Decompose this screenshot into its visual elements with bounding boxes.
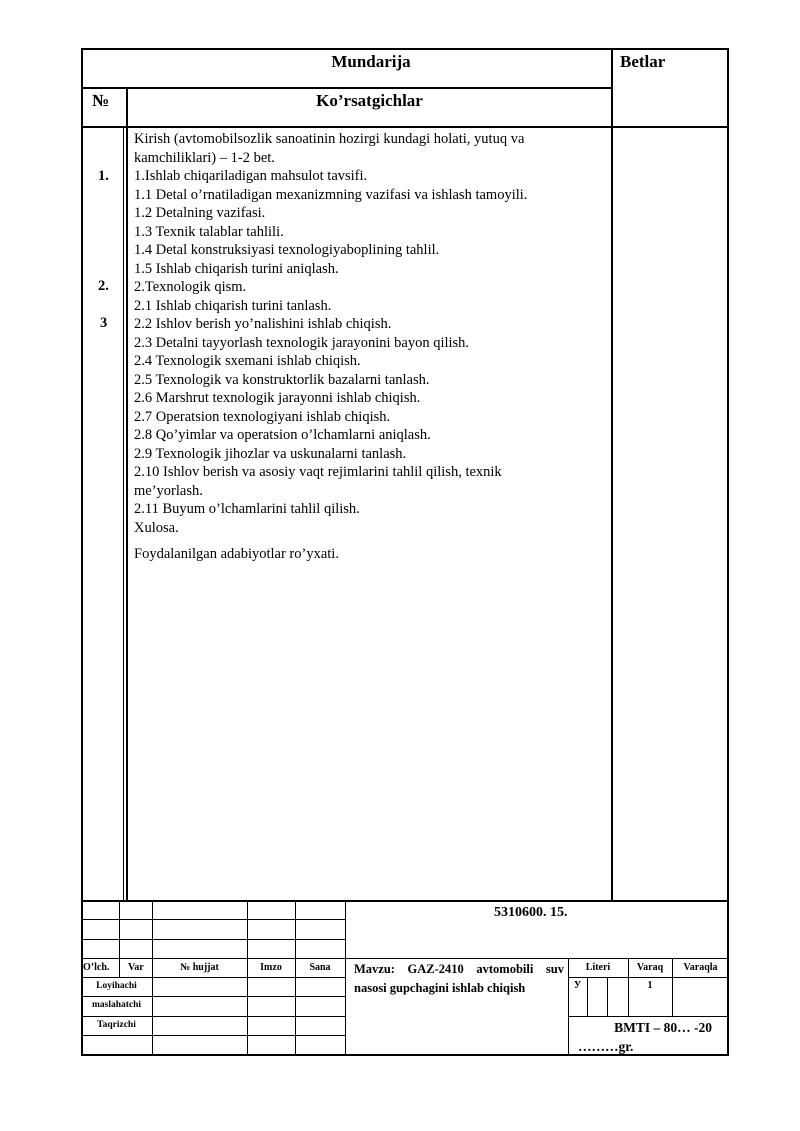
stamp-top-line	[81, 900, 729, 902]
toc-entry: 1.1 Detal o’rnatiladigan mexanizmning vazifasi va ishlash tamoyili.	[134, 186, 528, 203]
col-hujjat: № hujjat	[180, 962, 219, 973]
toc-entry: 2.5 Texnologik va konstruktorlik bazalarni tanlash.	[134, 371, 430, 388]
role-taqrizchi: Taqrizchi	[97, 1020, 136, 1030]
stamp-h-line	[81, 919, 346, 920]
section-number-3: 3	[100, 315, 108, 331]
literi-value: У	[573, 980, 582, 991]
toc-entry: Xulosa.	[134, 519, 179, 536]
toc-entry: 2.10 Ishlov berish va asosiy vaqt rejimlarini tahlil qilish, texnik	[134, 464, 502, 480]
toc-entry: 1.4 Detal konstruksiyasi texnologiyaboplining tahlil.	[134, 242, 440, 258]
pages-header: Betlar	[620, 52, 666, 71]
border-right	[727, 48, 729, 1056]
stamp-v-line	[152, 901, 153, 1055]
number-column-inner-line	[123, 128, 124, 902]
stamp-h-line	[81, 1035, 346, 1036]
col-sana: Sana	[309, 962, 331, 973]
varaqla-label: Varaqla	[683, 962, 718, 973]
toc-entries	[134, 130, 527, 537]
references-entry: Foydalanilgan adabiyotlar ro’yxati.	[134, 546, 339, 562]
toc-entry: 2.7 Operatsion texnologiyani ishlab chiqish.	[134, 408, 391, 425]
varaq-label: Varaq	[636, 962, 664, 973]
stamp-h-line	[81, 977, 346, 978]
number-header: №	[92, 91, 110, 110]
stamp-h-line	[81, 958, 346, 959]
toc-entry: Kirish (avtomobilsozlik sanoatinin hozirgi kundagi holati, yutuq va	[134, 131, 525, 147]
pages-column-divider	[611, 48, 613, 902]
role-maslahatchi: maslahatchi	[91, 1000, 142, 1010]
toc-entry: kamchiliklari) – 1-2 bet.	[134, 149, 275, 166]
section-number-2: 2.	[98, 278, 109, 294]
title-row-divider	[81, 87, 613, 89]
organization-group	[578, 1018, 726, 1056]
stamp-v-line	[345, 901, 346, 1055]
toc-entry: 2.11 Buyum o’lchamlarini tahlil qilish.	[134, 501, 360, 517]
toc-entry: 2.6 Marshrut texnologik jarayonni ishlab chiqish.	[134, 390, 421, 406]
col-var: Var	[128, 962, 144, 973]
header-row-divider	[81, 126, 729, 128]
stamp-v-line	[607, 977, 608, 1016]
toc-entry: 2.3 Detalni tayyorlash texnologik jarayonini bayon qilish.	[134, 334, 470, 351]
toc-entry: 2.4 Texnologik sxemani ishlab chiqish.	[134, 353, 361, 369]
border-top	[81, 48, 729, 50]
col-imzo: Imzo	[260, 962, 282, 973]
stamp-h-line	[568, 977, 729, 978]
stamp-h-line	[81, 1016, 346, 1017]
document-code: 5310600. 15.	[494, 905, 568, 920]
group-line: ………gr.	[578, 1039, 634, 1054]
toc-entry: 2.Texnologik qism.	[134, 279, 247, 295]
stamp-v-line	[295, 901, 296, 1055]
stamp-h-line	[81, 939, 346, 940]
indicators-header: Ko’rsatgichlar	[316, 91, 423, 110]
toc-entry: 1.Ishlab chiqariladigan mahsulot tavsifi.	[134, 168, 368, 184]
page-title: Mundarija	[331, 52, 411, 71]
section-number-1: 1.	[98, 168, 109, 184]
stamp-h-line	[568, 1016, 729, 1017]
toc-entry: 2.2 Ishlov berish yo’nalishini ishlab chiqish.	[134, 316, 392, 332]
col-olch: O’lch.	[83, 962, 110, 973]
organization-line: BMTI – 80… -20	[614, 1020, 712, 1035]
stamp-v-line	[119, 901, 120, 978]
toc-entry: me’yorlash.	[134, 482, 203, 499]
border-left	[81, 48, 83, 1056]
toc-entry: 2.9 Texnologik jihozlar va uskunalarni tanlash.	[134, 445, 407, 462]
toc-entry: 1.5 Ishlab chiqarish turini aniqlash.	[134, 260, 339, 277]
number-column-divider	[126, 87, 128, 902]
toc-entry: 2.8 Qo’yimlar va operatsion o’lchamlarni aniqlash.	[134, 427, 431, 443]
varaq-value: 1	[647, 980, 653, 991]
toc-entry: 1.3 Texnik talablar tahlili.	[134, 223, 284, 240]
stamp-v-line	[247, 901, 248, 1055]
project-topic: Mavzu: GAZ-2410 avtomobili suv nasosi gupchagini ishlab chiqish	[354, 962, 564, 995]
stamp-h-line	[81, 996, 346, 997]
role-loyihachi: Loyihachi	[96, 981, 137, 991]
literi-label: Literi	[585, 962, 611, 973]
toc-entry: 1.2 Detalning vazifasi.	[134, 205, 266, 221]
toc-entry: 2.1 Ishlab chiqarish turini tanlash.	[134, 297, 332, 314]
stamp-v-line	[587, 977, 588, 1016]
